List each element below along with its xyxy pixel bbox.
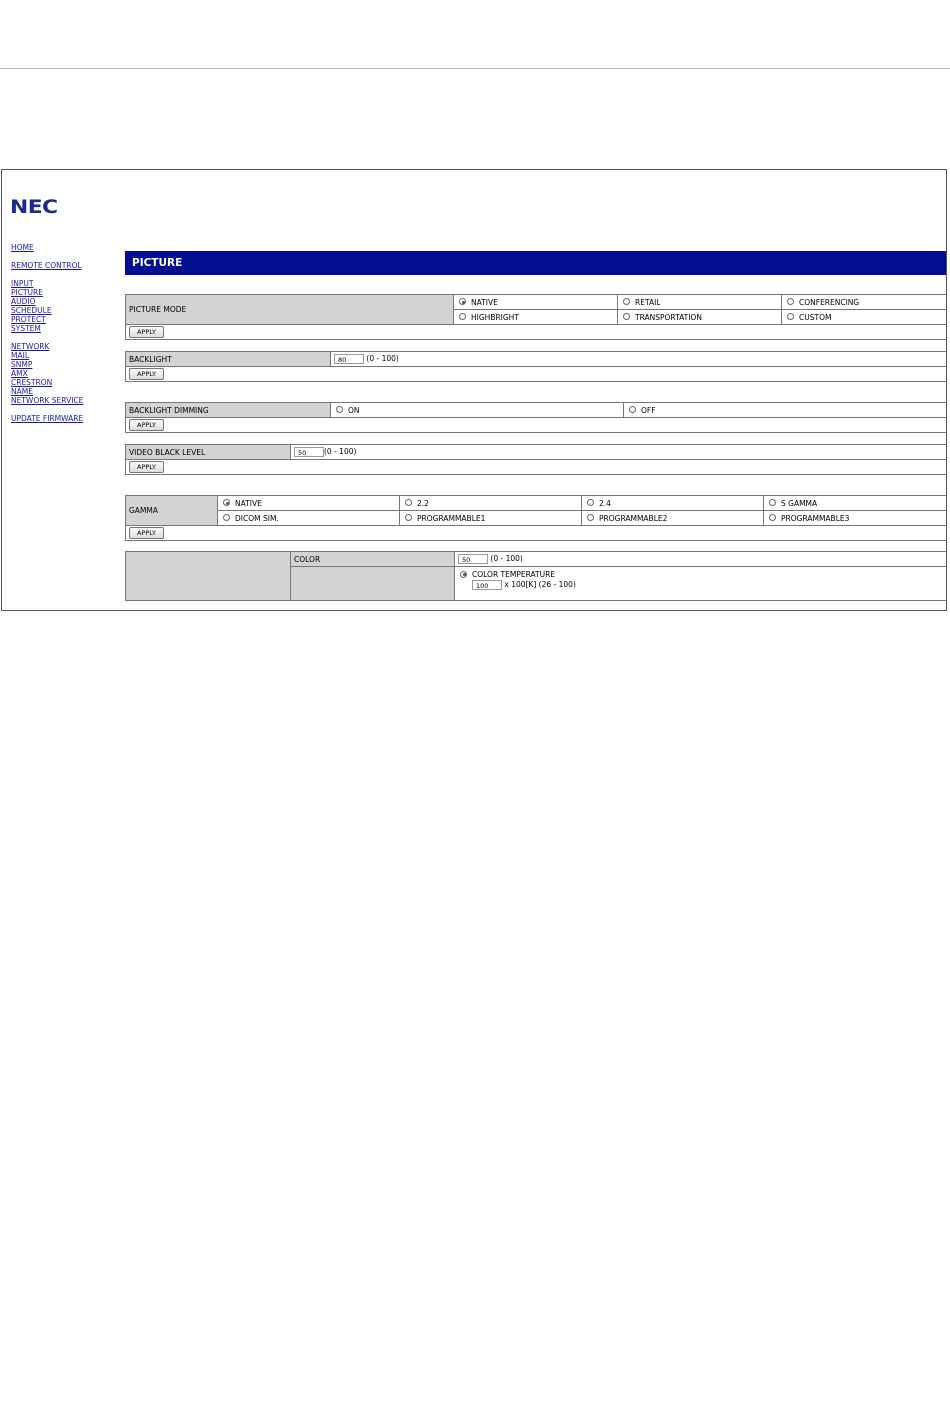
- radio-icon[interactable]: [336, 406, 343, 413]
- picture-mode-label: PICTURE MODE: [126, 295, 454, 325]
- backlight-input[interactable]: 80: [334, 354, 364, 364]
- picture-mode-option-highbright[interactable]: HIGHBRIGHT: [454, 310, 618, 325]
- video-black-level-label: VIDEO BLACK LEVEL: [126, 445, 291, 460]
- color-label: COLOR: [291, 552, 455, 567]
- radio-icon[interactable]: [787, 313, 794, 320]
- video-black-level-section: [125, 444, 946, 475]
- backlight-label: BACKLIGHT: [126, 352, 331, 367]
- gamma-section: [125, 495, 946, 541]
- picture-mode-option-custom[interactable]: CUSTOM: [782, 310, 947, 325]
- nav-network-service[interactable]: NETWORK SERVICE: [11, 396, 84, 405]
- nav-home[interactable]: HOME: [11, 243, 34, 252]
- color-section: [125, 551, 946, 601]
- backlight-range: (0 - 100): [366, 354, 399, 363]
- gamma-option-programmable3[interactable]: PROGRAMMABLE3: [764, 511, 947, 526]
- radio-icon[interactable]: [223, 499, 230, 506]
- backlight-dimming-section: [125, 402, 946, 433]
- nav-amx[interactable]: AMX: [11, 369, 28, 378]
- nav-mail[interactable]: MAIL: [11, 351, 29, 360]
- video-black-level-apply-button[interactable]: APPLY: [129, 461, 164, 473]
- radio-icon[interactable]: [405, 499, 412, 506]
- radio-icon[interactable]: [623, 313, 630, 320]
- radio-icon[interactable]: [587, 499, 594, 506]
- nav-snmp[interactable]: SNMP: [11, 360, 33, 369]
- video-black-level-range: (0 - 100): [324, 447, 357, 456]
- radio-icon[interactable]: [769, 499, 776, 506]
- picture-mode-apply-button[interactable]: APPLY: [129, 326, 164, 338]
- nav-schedule[interactable]: SCHEDULE: [11, 306, 52, 315]
- nav-remote-control[interactable]: REMOTE CONTROL: [11, 261, 82, 270]
- color-temperature-range: x 100[K] (26 - 100): [504, 580, 576, 589]
- color-temperature-input[interactable]: 100: [472, 580, 502, 590]
- nav-picture[interactable]: PICTURE: [11, 288, 43, 297]
- nav-protect[interactable]: PROTECT: [11, 315, 46, 324]
- color-input[interactable]: 50: [458, 554, 488, 564]
- backlight-dimming-apply-button[interactable]: APPLY: [129, 419, 164, 431]
- backlight-dimming-option-off[interactable]: OFF: [624, 403, 947, 418]
- radio-icon[interactable]: [587, 514, 594, 521]
- picture-mode-option-conferencing[interactable]: CONFERENCING: [782, 295, 947, 310]
- color-temperature-option[interactable]: COLOR TEMPERATURE: [458, 570, 943, 579]
- nav-name[interactable]: NAME: [11, 387, 33, 396]
- gamma-option-2-2[interactable]: 2.2: [400, 496, 582, 511]
- backlight-section: [125, 351, 946, 382]
- nav-update-firmware[interactable]: UPDATE FIRMWARE: [11, 414, 84, 423]
- picture-mode-section: [125, 294, 946, 340]
- picture-mode-option-retail[interactable]: RETAIL: [618, 295, 782, 310]
- picture-mode-option-transportation[interactable]: TRANSPORTATION: [618, 310, 782, 325]
- radio-icon[interactable]: [787, 298, 794, 305]
- nav-crestron[interactable]: CRESTRON: [11, 378, 53, 387]
- radio-icon[interactable]: [769, 514, 776, 521]
- gamma-option-native[interactable]: NATIVE: [218, 496, 400, 511]
- main-content: [125, 251, 946, 590]
- radio-icon[interactable]: [459, 313, 466, 320]
- radio-icon[interactable]: [405, 514, 412, 521]
- backlight-apply-button[interactable]: APPLY: [129, 368, 164, 380]
- nav-input[interactable]: INPUT: [11, 279, 34, 288]
- backlight-dimming-option-on[interactable]: ON: [331, 403, 624, 418]
- gamma-option-programmable2[interactable]: PROGRAMMABLE2: [582, 511, 764, 526]
- gamma-option-dicom-sim[interactable]: DICOM SIM.: [218, 511, 400, 526]
- radio-icon[interactable]: [223, 514, 230, 521]
- nav-audio[interactable]: AUDIO: [11, 297, 36, 306]
- video-black-level-input[interactable]: 50: [294, 447, 324, 457]
- page-title: PICTURE: [125, 251, 946, 275]
- radio-icon[interactable]: [623, 298, 630, 305]
- backlight-dimming-label: BACKLIGHT DIMMING: [126, 403, 331, 418]
- nav-network[interactable]: NETWORK: [11, 342, 50, 351]
- browser-frame: [1, 169, 947, 611]
- radio-icon[interactable]: [629, 406, 636, 413]
- color-range: (0 - 100): [490, 554, 523, 563]
- gamma-apply-button[interactable]: APPLY: [129, 527, 164, 539]
- picture-mode-option-native[interactable]: NATIVE: [454, 295, 618, 310]
- gamma-option-programmable1[interactable]: PROGRAMMABLE1: [400, 511, 582, 526]
- nec-logo: NEC: [10, 196, 58, 218]
- top-divider: [0, 68, 950, 69]
- gamma-option-2-4[interactable]: 2.4: [582, 496, 764, 511]
- nav-system[interactable]: SYSTEM: [11, 324, 41, 333]
- radio-icon[interactable]: [460, 571, 467, 578]
- gamma-option-s-gamma[interactable]: S GAMMA: [764, 496, 947, 511]
- sidebar-nav: [11, 243, 83, 423]
- gamma-label: GAMMA: [126, 496, 218, 526]
- radio-icon[interactable]: [459, 298, 466, 305]
